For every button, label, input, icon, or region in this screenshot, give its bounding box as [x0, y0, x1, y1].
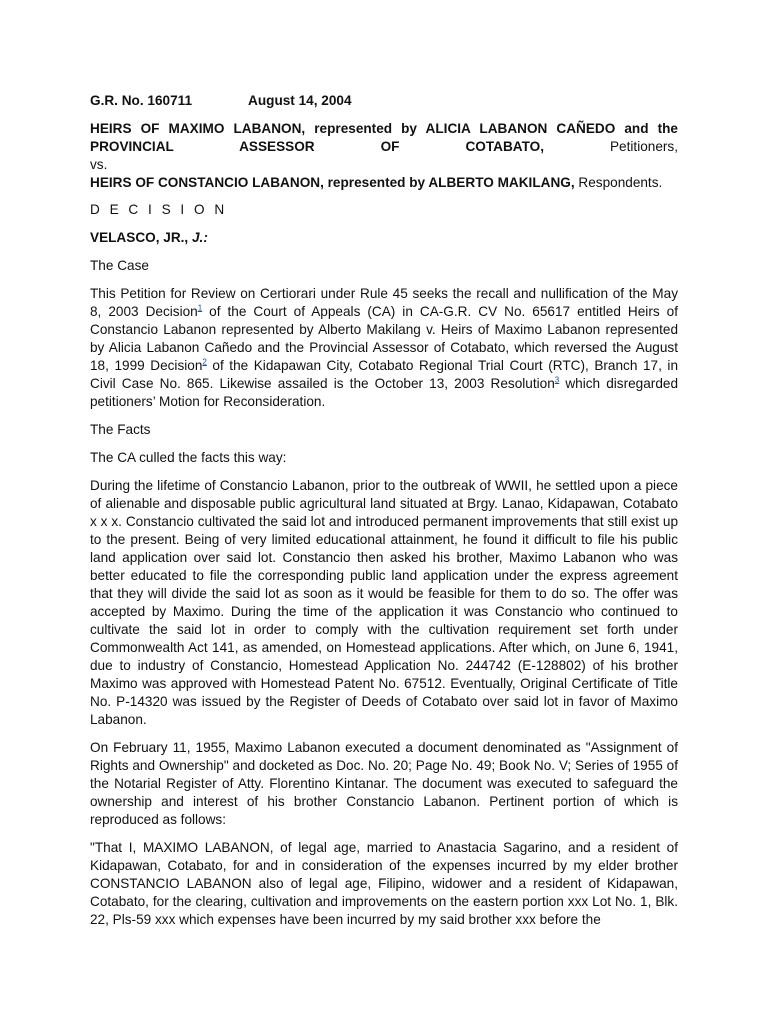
decision-label: D E C I S I O N	[90, 202, 228, 217]
petitioners-line-1	[90, 120, 678, 138]
respondents-line	[90, 174, 678, 192]
ponente-name: VELASCO, JR.,	[90, 230, 192, 245]
petitioners-assessor: PROVINCIAL ASSESSOR OF COTABATO,	[90, 139, 544, 154]
versus: vs.	[90, 157, 108, 172]
paragraph-petition	[90, 285, 678, 411]
footnote-link-1[interactable]: 1	[197, 303, 203, 313]
respondents-names: HEIRS OF CONSTANCIO LABANON, represented by ALBERTO MAKILANG,	[90, 175, 575, 190]
paragraph-text: which disregarded petitioners’ Motion for Reconsideration.	[90, 376, 678, 409]
paragraph-assignment: On February 11, 1955, Maximo Labanon executed a document denominated as "Assignment of Rights and Ownership" and docketed as Doc. No. 20; Page No. 49; Book No. V; Series of 1955 of the Notarial Register of Atty. Florentino Kintanar. The document was executed to safeguard the ownership and interest of his brother Constancio Labanon. Pertinent portion of which is reproduced as follows:	[90, 740, 678, 827]
footnote-link-2[interactable]: 2	[202, 357, 207, 367]
footnote-link-3[interactable]: 3	[554, 375, 560, 385]
respondents-role: Respondents.	[574, 175, 663, 190]
heading-the-case: The Case	[90, 258, 149, 273]
petitioners-names: HEIRS OF MAXIMO LABANON, represented by ALICIA LABANON CAÑEDO and the	[90, 121, 678, 136]
petitioners-line-2	[90, 138, 678, 156]
paragraph-text: of the Kidapawan City, Cotabato Regional Trial Court (RTC), Branch 17, in Civil Case No. 865. Likewise assailed is the October 13, 2003 Resolution	[90, 358, 678, 391]
ponente	[90, 229, 678, 247]
case-number: G.R. No. 160711	[90, 93, 193, 108]
case-parties	[90, 120, 678, 192]
case-header	[90, 92, 678, 110]
case-date: August 14, 2004	[248, 93, 352, 108]
heading-the-facts: The Facts	[90, 422, 151, 437]
paragraph-text: of the Court of Appeals (CA) in CA-G.R. CV No. 65617 entitled Heirs of Constancio Labanon represented by Alberto Makilang v. Heirs of Maximo Labanon represented by Alicia Labanon Cañedo and the Provincial Assessor of Cotabato, which reversed the August 18, 1999 Decision	[90, 304, 678, 373]
paragraph-text: This Petition for Review on Certiorari under Rule 45 seeks the recall and nullification of the May 8, 2003 Decision	[90, 286, 678, 319]
ponente-title: J.:	[191, 230, 208, 245]
paragraph-ca-culled: The CA culled the facts this way:	[90, 450, 287, 465]
paragraph-quoted-deed: "That I, MAXIMO LABANON, of legal age, married to Anastacia Sagarino, and a resident of Kidapawan, Cotabato, for and in consideration of the expenses incurred by my elder brother CONSTANCIO LABANON also of legal age, Filipino, widower and a resident of Kidapawan, Cotabato, for the clearing, cultivation and improvements on the eastern portion xxx Lot No. 1, Blk. 22, Pls-59 xxx which expenses have been incurred by my said brother xxx before the	[90, 840, 678, 927]
petitioners-role: Petitioners,	[544, 139, 678, 154]
decision-document	[90, 92, 678, 939]
paragraph-facts: During the lifetime of Constancio Labanon, prior to the outbreak of WWII, he settled upon a piece of alienable and disposable public agricultural land situated at Brgy. Lanao, Kidapawan, Cotabato x x x. Constancio cultivated the said lot and introduced permanent improvements that still exist up to the present. Being of very limited educational attainment, he found it difficult to file his public land application over said lot. Constancio then asked his brother, Maximo Labanon who was better educated to file the corresponding public land application under the express agreement that they will divide the said lot as soon as it would be feasible for them to do so. The offer was accepted by Maximo. During the time of the application it was Constancio who continued to cultivate the said lot in order to comply with the cultivation requirement set forth under Commonwealth Act 141, as amended, on Homestead applications. After which, on June 6, 1941, due to industry of Constancio, Homestead Application No. 244742 (E-128802) of his brother Maximo was approved with Homestead Patent No. 67512. Eventually, Original Certificate of Title No. P-14320 was issued by the Register of Deeds of Cotabato over said lot in favor of Maximo Labanon.	[90, 478, 678, 727]
